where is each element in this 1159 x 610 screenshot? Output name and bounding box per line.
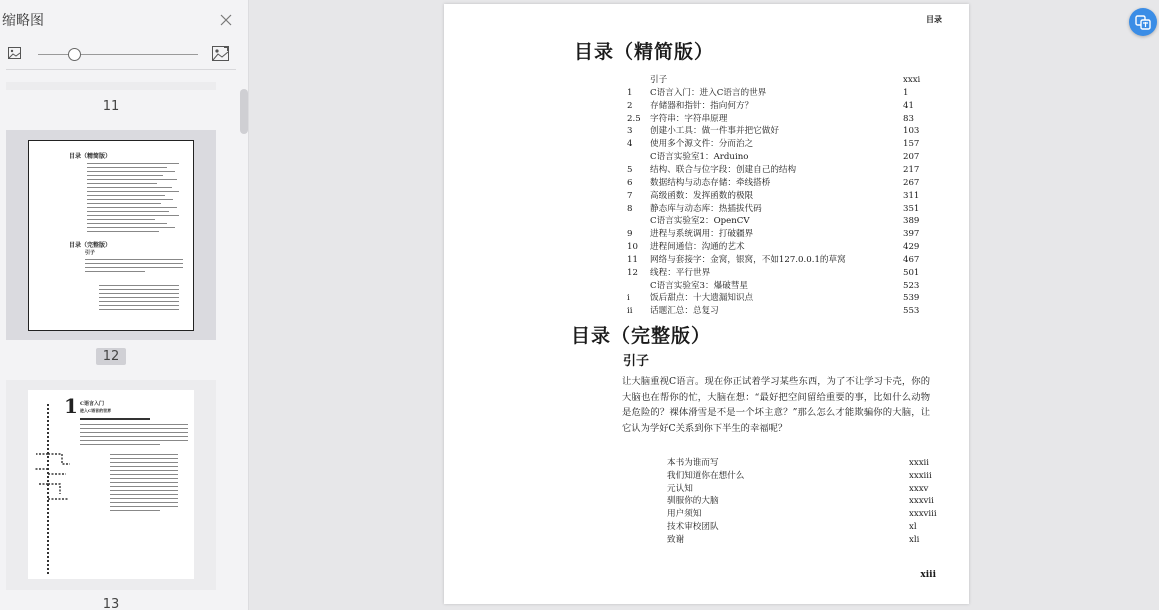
thumbnail-heading: 目录（完整版） (69, 242, 112, 249)
toc-row[interactable] (627, 177, 927, 189)
thumbnail-text-line (85, 271, 145, 272)
toc-row-title: 网络与套接字：金窝，银窝，不如127.0.0.1的草窝 (650, 254, 846, 265)
thumbnail-text-line (80, 432, 188, 433)
intro-toc-page: xl (909, 522, 917, 532)
toc-row[interactable] (627, 241, 927, 253)
intro-toc-row[interactable] (667, 521, 947, 533)
toc-row-number: 6 (627, 177, 633, 188)
toc-row-number: 9 (627, 229, 633, 240)
toc-row-page: 553 (903, 306, 920, 317)
toc-brief-heading: 目录（精简版） (574, 41, 715, 63)
intro-toc-page: xxxviii (909, 509, 937, 520)
thumbnail-text-line (87, 163, 179, 164)
toc-row-page: 523 (903, 280, 920, 291)
toc-row-page: 207 (903, 152, 920, 163)
thumbnail-heading: 目录（精简版） (69, 153, 112, 160)
thumbnail-text-line (110, 498, 178, 499)
thumbnail-size-control (0, 40, 248, 70)
large-image-icon[interactable] (212, 46, 229, 61)
thumbnail-text-line (110, 454, 178, 455)
active-page-number: 12 (96, 348, 127, 365)
intro-toc-row[interactable] (667, 534, 947, 546)
toc-row-page: 103 (903, 126, 920, 137)
intro-toc-row[interactable] (667, 483, 947, 495)
panel-divider (6, 69, 236, 70)
toc-row[interactable] (627, 164, 927, 176)
zoom-slider-track[interactable] (38, 54, 198, 55)
thumbnail-text-line (110, 490, 178, 491)
thumbnail-text-line (80, 424, 188, 425)
toc-row-title: 存储器和指针：指向何方？ (650, 100, 754, 111)
toc-row-number: 1 (627, 87, 633, 98)
thumbnail-page-13[interactable] (6, 380, 216, 590)
thumbnail-text-line (110, 470, 178, 471)
toc-row-number: 7 (627, 190, 633, 201)
toc-row-page: 83 (903, 113, 914, 124)
thumbnail-image (28, 140, 194, 331)
thumbnail-text-line (99, 297, 179, 298)
thumbnail-text-line (87, 195, 165, 196)
thumbnail-text-line (87, 183, 157, 184)
thumbnail-text-line (87, 175, 163, 176)
toc-row-number: 8 (627, 203, 633, 214)
thumbnail-text-line (87, 207, 177, 208)
intro-toc-title: 元认知 (667, 483, 693, 494)
toc-row-number: 2 (627, 100, 633, 111)
intro-toc-title: 致谢 (667, 534, 685, 545)
toc-row[interactable] (627, 215, 927, 227)
thumbnail-text-line (87, 211, 169, 212)
toc-row-title: C语言实验室2：OpenCV (650, 216, 750, 227)
toc-row-page: xxxi (903, 75, 921, 85)
intro-toc-page: xxxiii (909, 470, 932, 481)
intro-title: 引子 (623, 354, 650, 369)
intro-toc-row[interactable] (667, 457, 947, 469)
thumbnail-panel-header (0, 0, 248, 40)
thumbnail-text-line (87, 227, 175, 228)
thumbnail-text-line (99, 301, 179, 302)
toc-row[interactable] (627, 280, 927, 292)
toc-row-number: 3 (627, 126, 633, 137)
toc-row[interactable] (627, 292, 927, 304)
thumbnail-subheading: 引子 (85, 250, 96, 256)
toc-row-title: 引子 (650, 75, 668, 85)
toc-row-page: 467 (903, 254, 920, 265)
thumbnail-text-line (99, 309, 179, 310)
thumbnail-text-line (87, 199, 173, 200)
toc-row-number: i (627, 293, 630, 304)
toc-row[interactable] (627, 228, 927, 240)
thumbnail-scrollbar[interactable] (239, 88, 248, 610)
toc-row-title: 话题汇总：总复习 (650, 306, 719, 317)
toc-row-page: 389 (903, 216, 920, 227)
thumbnail-text-line (110, 462, 178, 463)
intro-toc-page: xli (909, 534, 920, 545)
toc-row[interactable] (627, 100, 927, 112)
translate-icon (1135, 14, 1151, 30)
thumbnail-text-line (99, 289, 179, 290)
toc-row-number: 2.5 (627, 113, 641, 124)
toc-row[interactable] (627, 203, 927, 215)
toc-row-title: 数据结构与动态存储：牵线搭桥 (650, 177, 771, 188)
thumbnail-page-number: 11 (102, 99, 120, 114)
toc-row-number: 11 (627, 254, 638, 265)
intro-toc-row[interactable] (667, 470, 947, 482)
thumbnail-text-line (87, 171, 175, 172)
toc-row-page: 267 (903, 177, 920, 188)
thumbnail-panel (0, 0, 249, 610)
thumbnail-text-line (80, 418, 150, 420)
thumbnail-text-line (87, 203, 161, 204)
toc-row-number: 12 (627, 267, 638, 278)
thumbnail-text-line (87, 167, 167, 168)
thumbnail-text-line (80, 444, 160, 445)
thumbnail-text-line (85, 259, 183, 260)
thumbnail-text-line (80, 428, 188, 429)
close-panel-button[interactable] (216, 10, 236, 30)
thumbnail-text-line (87, 219, 155, 220)
toc-row-title: 饭后甜点：十大遗漏知识点 (650, 293, 754, 304)
toc-row-page: 397 (903, 229, 920, 240)
thumbnail-page-number-active (6, 349, 216, 364)
toc-row[interactable] (627, 138, 927, 150)
thumbnail-text-line (99, 293, 179, 294)
toc-row-title: C语言入门：进入C语言的世界 (650, 87, 767, 98)
translate-button[interactable] (1129, 8, 1157, 36)
thumbnail-text-line (110, 506, 178, 507)
thumbnail-chapter-number: 1 (64, 394, 78, 418)
thumbnail-text-line (99, 305, 179, 306)
toc-row-title: 创建小工具：做一件事并把它做好 (650, 126, 779, 137)
toc-full-heading: 目录（完整版） (571, 325, 712, 347)
toc-row-title: 结构、联合与位字段：创建自己的结构 (650, 164, 797, 175)
intro-toc-title: 本书为谁而写 (667, 458, 719, 468)
toc-row[interactable] (627, 151, 927, 163)
zoom-slider-handle[interactable] (68, 48, 81, 61)
thumbnail-text-line (110, 458, 178, 459)
intro-toc-page: xxxii (909, 458, 930, 468)
toc-row[interactable] (627, 125, 927, 137)
toc-row-title: 静态库与动态库：热插拔代码 (650, 203, 762, 214)
thumbnail-text-line (87, 231, 159, 232)
intro-toc-page: xxxvii (909, 496, 934, 507)
toc-row-title: 使用多个源文件：分而治之 (650, 139, 754, 150)
panel-title: 缩略图 (2, 13, 44, 29)
toc-row-title: 字符串：字符串原理 (650, 113, 728, 124)
toc-row-title: 进程间通信：沟通的艺术 (650, 242, 745, 253)
thumbnail-text-line (85, 263, 183, 264)
thumbnail-text-line (85, 267, 183, 268)
toc-row-number: ii (627, 306, 633, 317)
toc-row-page: 1 (903, 87, 909, 98)
toc-row[interactable] (627, 305, 927, 317)
thumbnail-text-line (80, 436, 188, 437)
thumbnail-page-number: 13 (102, 597, 120, 610)
thumbnail-text-line (110, 466, 178, 467)
document-page (444, 4, 969, 604)
toc-row-page: 311 (903, 190, 920, 201)
toc-row[interactable] (627, 190, 927, 202)
intro-toc-row[interactable] (667, 508, 947, 520)
thumbnail-text-line (80, 440, 188, 441)
toc-row-title: 进程与系统调用：打破疆界 (650, 229, 754, 240)
thumbnail-text-line (110, 482, 178, 483)
toc-row-page: 41 (903, 100, 914, 111)
toc-row-page: 429 (903, 242, 920, 253)
toc-row-page: 157 (903, 139, 920, 150)
thumbnail-text-line (87, 187, 172, 188)
toc-row-page: 217 (903, 164, 920, 175)
intro-toc-title: 用户须知 (667, 509, 702, 520)
thumbnail-text-line (110, 478, 178, 479)
close-icon (220, 14, 232, 26)
thumbnail-text-line (110, 474, 178, 475)
toc-row[interactable] (627, 74, 927, 86)
thumbnail-page-12[interactable] (6, 130, 216, 340)
intro-toc-title: 驯服你的大脑 (667, 496, 719, 507)
thumbnail-text-line (110, 510, 160, 511)
toc-row-page: 501 (903, 267, 920, 278)
toc-row-title: C语言实验室3：爆破彗星 (650, 280, 748, 291)
thumbnail-scrollbar-thumb[interactable] (240, 89, 248, 134)
toc-row[interactable] (627, 113, 927, 125)
toc-row-title: 高级函数：发挥函数的极限 (650, 190, 754, 201)
intro-paragraph: 让大脑重视C语言。现在你正试着学习某些东西，为了不让学习卡壳，你的大脑也在帮你的忙，大脑在想：“最好把空间留给重要的事，比如什么动物是危险的？裸体滑雪是不是一个坏主意？”那么怎么才能欺骗你的大脑，让它认为学好C关系到你下半生的幸福呢？ (622, 376, 930, 434)
intro-toc-row[interactable] (667, 495, 947, 507)
toc-row-number: 10 (627, 242, 638, 253)
intro-toc-title: 技术审校团队 (667, 522, 719, 532)
running-head: 目录 (926, 14, 942, 24)
toc-row-number: 5 (627, 164, 633, 175)
toc-row-page: 539 (903, 293, 920, 304)
toc-row[interactable] (627, 267, 927, 279)
thumbnail-text-line (110, 494, 178, 495)
thumbnail-text-line (99, 285, 179, 286)
thumbnail-page-11[interactable] (6, 82, 216, 90)
thumbnail-text-line (87, 191, 179, 192)
thumbnail-text-line (87, 223, 167, 224)
toc-row-title: 线程：平行世界 (650, 267, 711, 278)
small-image-icon[interactable] (8, 47, 21, 59)
thumbnail-image (28, 390, 194, 579)
toc-row-number: 4 (627, 139, 633, 150)
toc-row-title: C语言实验室1：Arduino (650, 152, 749, 163)
thumbnail-chapter-subtitle: 进入C语言的世界 (80, 408, 112, 413)
thumbnail-text-line (110, 502, 178, 503)
thumbnail-text-line (87, 215, 179, 216)
intro-toc-page: xxxv (909, 483, 929, 494)
toc-row[interactable] (627, 254, 927, 266)
thumbnail-chapter-title: C语言入门 (80, 401, 104, 407)
intro-toc-title: 我们知道你在想什么 (667, 470, 745, 481)
thumbnail-text-line (110, 486, 178, 487)
thumbnail-illustration (32, 404, 72, 574)
page-folio: xiii (920, 570, 936, 580)
thumbnail-text-line (87, 179, 177, 180)
toc-row-page: 351 (903, 203, 920, 214)
toc-row[interactable] (627, 87, 927, 99)
